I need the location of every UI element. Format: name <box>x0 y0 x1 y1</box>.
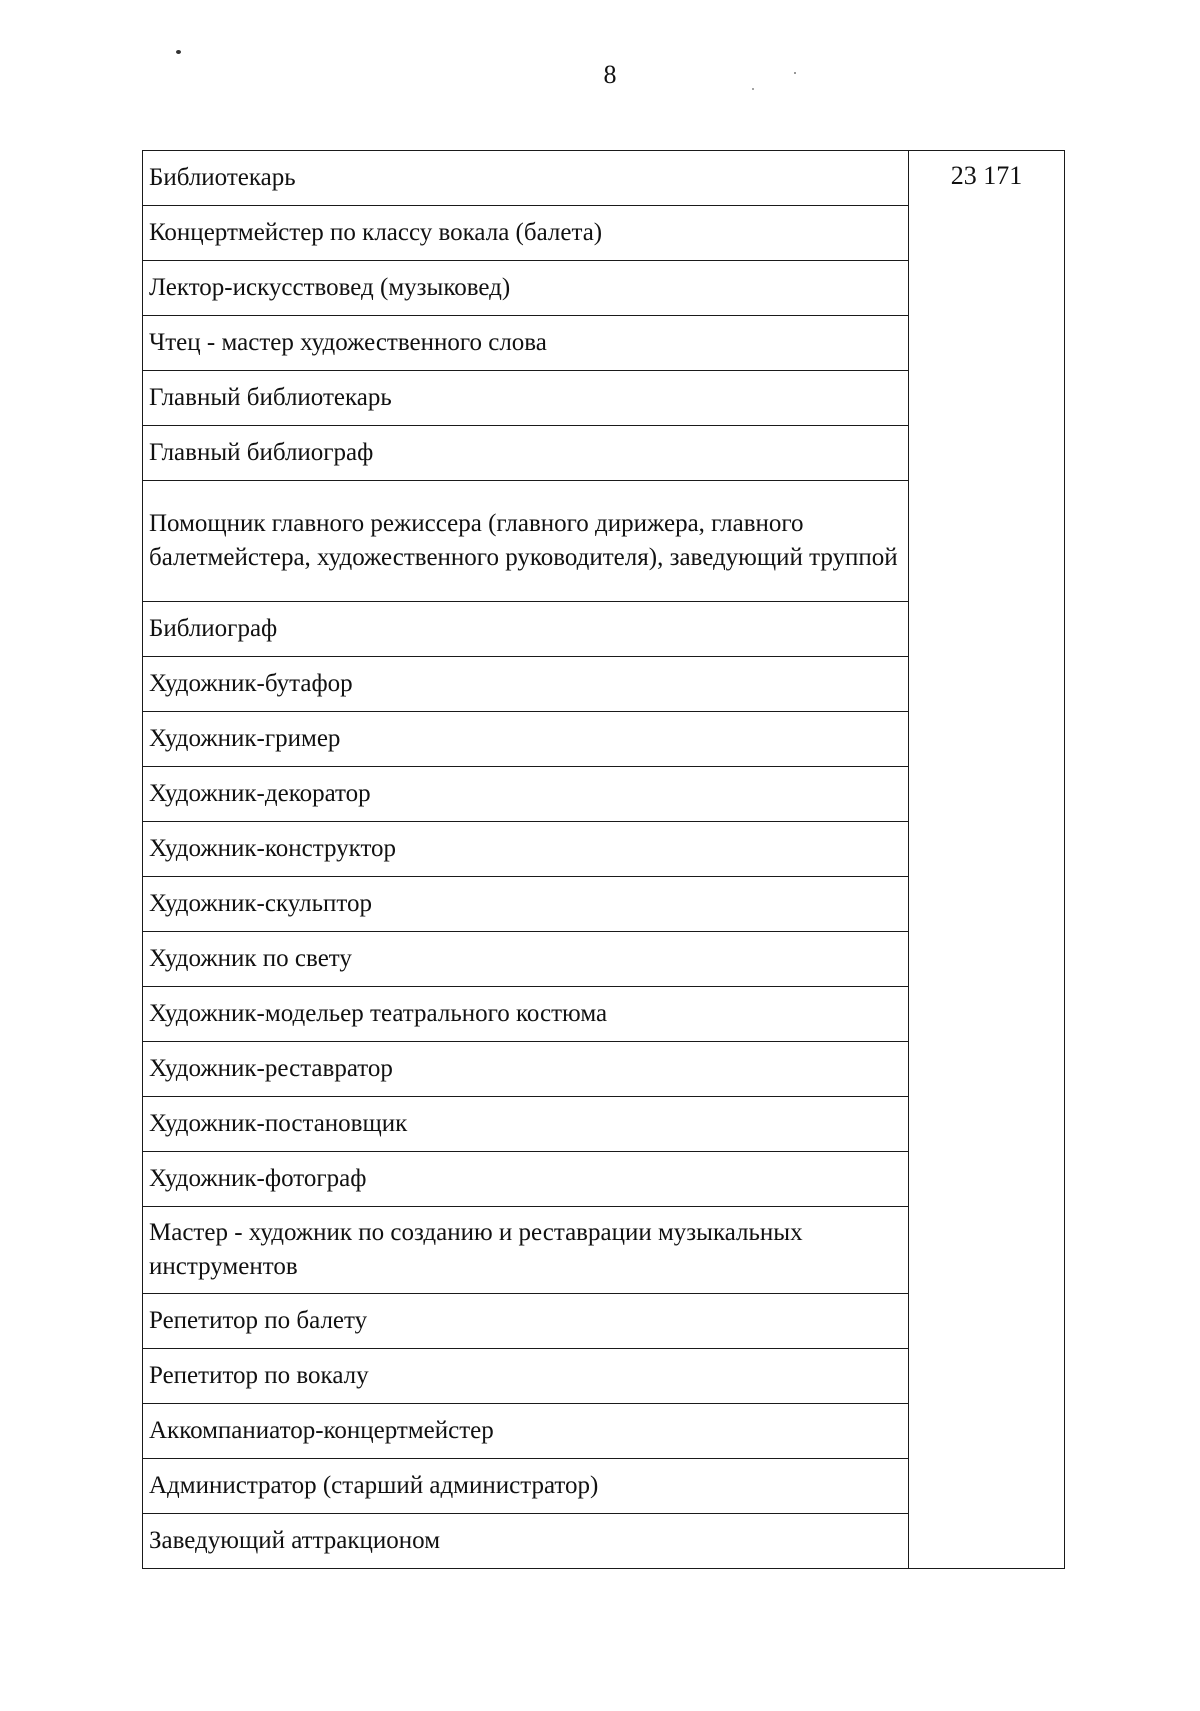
positions-table <box>142 150 1065 1569</box>
group-value: 23 171 <box>909 151 1065 1569</box>
position-name: Лектор-искусствовед (музыковед) <box>143 261 909 316</box>
position-name: Главный библиотекарь <box>143 371 909 426</box>
position-name: Художник-постановщик <box>143 1097 909 1152</box>
position-name: Художник-конструктор <box>143 822 909 877</box>
position-name: Администратор (старший администратор) <box>143 1459 909 1514</box>
position-name: Художник-скульптор <box>143 877 909 932</box>
position-name: Художник по свету <box>143 932 909 987</box>
position-name: Аккомпаниатор-концертмейстер <box>143 1404 909 1459</box>
position-name: Главный библиограф <box>143 426 909 481</box>
position-name: Заведующий аттракционом <box>143 1514 909 1569</box>
position-name: Художник-модельер театрального костюма <box>143 987 909 1042</box>
position-name: Художник-гример <box>143 712 909 767</box>
position-name: Художник-бутафор <box>143 657 909 712</box>
position-name: Художник-реставратор <box>143 1042 909 1097</box>
position-name: Концертмейстер по классу вокала (балета) <box>143 206 909 261</box>
position-name: Художник-декоратор <box>143 767 909 822</box>
scan-speck <box>176 50 181 54</box>
position-name: Репетитор по балету <box>143 1294 909 1349</box>
position-name: Библиотекарь <box>143 151 909 206</box>
position-name: Помощник главного режиссера (главного дирижера, главного балетмейстера, художественного руководителя), заведующий труппой <box>143 481 909 602</box>
position-name: Художник-фотограф <box>143 1152 909 1207</box>
page-number: 8 <box>603 60 617 89</box>
position-name: Мастер - художник по созданию и реставрации музыкальных инструментов <box>143 1207 909 1294</box>
table-row <box>143 151 1065 206</box>
position-name: Чтец - мастер художественного слова <box>143 316 909 371</box>
position-name: Репетитор по вокалу <box>143 1349 909 1404</box>
position-name: Библиограф <box>143 602 909 657</box>
